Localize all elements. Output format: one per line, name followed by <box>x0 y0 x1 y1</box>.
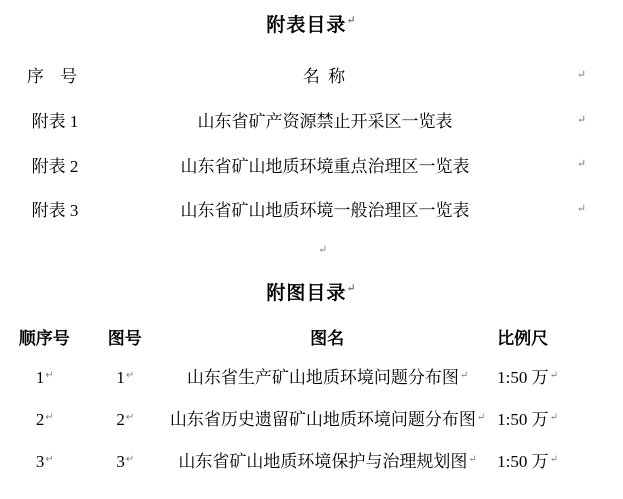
tables-table-head <box>0 55 623 100</box>
figures-section-title <box>0 278 623 305</box>
paragraph-mark-icon: ↵ <box>476 412 486 423</box>
figures-section <box>0 278 623 484</box>
table-cell-name <box>161 442 493 484</box>
table-cell-extra <box>540 189 623 234</box>
paragraph-mark-icon: ↵ <box>549 370 559 381</box>
paragraph-mark-icon: ↵ <box>318 244 328 256</box>
table-header-row <box>0 55 623 100</box>
table-row <box>0 358 623 400</box>
figno-text: 1 <box>116 368 125 387</box>
paragraph-mark-icon: ↵ <box>576 69 587 81</box>
seq-text: 1 <box>35 368 45 387</box>
paragraph-mark-icon: ↵ <box>459 370 469 381</box>
table-row <box>0 442 623 484</box>
paragraph-mark-icon: ↵ <box>45 370 54 381</box>
paragraph-mark-icon: ↵ <box>125 454 135 465</box>
paragraph-mark-icon: ↵ <box>468 454 477 465</box>
figures-header-scale: 比例尺 <box>497 329 549 348</box>
tables-header-no: 序 号 <box>26 67 84 87</box>
table-header-row <box>0 319 623 358</box>
table-cell-extra <box>540 100 623 145</box>
figures-table-head <box>0 319 623 358</box>
scale-text: 1:50 万 <box>497 452 549 471</box>
paragraph-mark-icon: ↵ <box>346 282 357 295</box>
paragraph-mark-icon: ↵ <box>549 454 559 465</box>
figno-text: 3 <box>116 452 125 471</box>
table-cell-figno <box>89 442 161 484</box>
paragraph-mark-icon: ↵ <box>576 113 587 126</box>
table-cell-scale <box>493 358 623 400</box>
table-cell-name: 山东省矿山地质环境重点治理区一览表 <box>180 156 470 176</box>
figures-table-body <box>0 358 623 484</box>
table-row <box>0 189 623 234</box>
seq-text: 3 <box>35 452 45 471</box>
table-cell-name: 山东省矿产资源禁止开采区一览表 <box>197 111 453 131</box>
table-cell-name <box>161 358 493 400</box>
tables-table <box>0 55 623 234</box>
tables-header-extra <box>540 55 623 100</box>
paragraph-mark-icon: ↵ <box>549 412 559 423</box>
table-cell-no: 附表 1 <box>31 111 79 131</box>
figname-text: 山东省历史遗留矿山地质环境问题分布图 <box>169 410 476 429</box>
table-row <box>0 100 623 145</box>
table-cell-no: 附表 2 <box>31 156 79 176</box>
table-cell-seq <box>0 358 89 400</box>
tables-table-body <box>0 100 623 234</box>
scale-text: 1:50 万 <box>497 410 549 429</box>
paragraph-mark-icon: ↵ <box>125 412 135 423</box>
paragraph-mark-icon: ↵ <box>45 412 54 423</box>
tables-section-title-text: 附表目录 <box>266 15 347 36</box>
figures-section-title-text: 附图目录 <box>266 283 347 304</box>
table-cell-extra <box>540 144 623 189</box>
figname-text: 山东省生产矿山地质环境问题分布图 <box>186 368 459 387</box>
paragraph-mark-icon: ↵ <box>45 454 54 465</box>
paragraph-mark-icon: ↵ <box>125 370 135 381</box>
figname-text: 山东省矿山地质环境保护与治理规划图 <box>178 452 468 471</box>
paragraph-mark-icon: ↵ <box>346 14 357 27</box>
table-row <box>0 144 623 189</box>
figures-header-seq: 顺序号 <box>18 329 70 348</box>
table-cell-seq <box>0 400 89 442</box>
table-cell-seq <box>0 442 89 484</box>
figures-header-figno: 图号 <box>107 329 142 348</box>
figno-text: 2 <box>116 410 125 429</box>
table-cell-name <box>161 400 493 442</box>
tables-section-title <box>0 10 623 37</box>
table-cell-name: 山东省矿山地质环境一般治理区一览表 <box>180 201 470 221</box>
table-cell-figno <box>89 400 161 442</box>
table-cell-scale <box>493 400 623 442</box>
tables-section <box>0 10 623 234</box>
paragraph-mark-icon: ↵ <box>576 202 587 215</box>
table-row <box>0 400 623 442</box>
figures-header-name: 图名 <box>310 329 345 348</box>
seq-text: 2 <box>35 410 45 429</box>
paragraph-mark-icon: ↵ <box>576 158 587 171</box>
scale-text: 1:50 万 <box>497 368 549 387</box>
table-cell-scale <box>493 442 623 484</box>
figures-table <box>0 319 623 484</box>
tables-header-name: 名 称 <box>302 67 348 87</box>
table-cell-figno <box>89 358 161 400</box>
table-cell-no: 附表 3 <box>31 201 79 221</box>
